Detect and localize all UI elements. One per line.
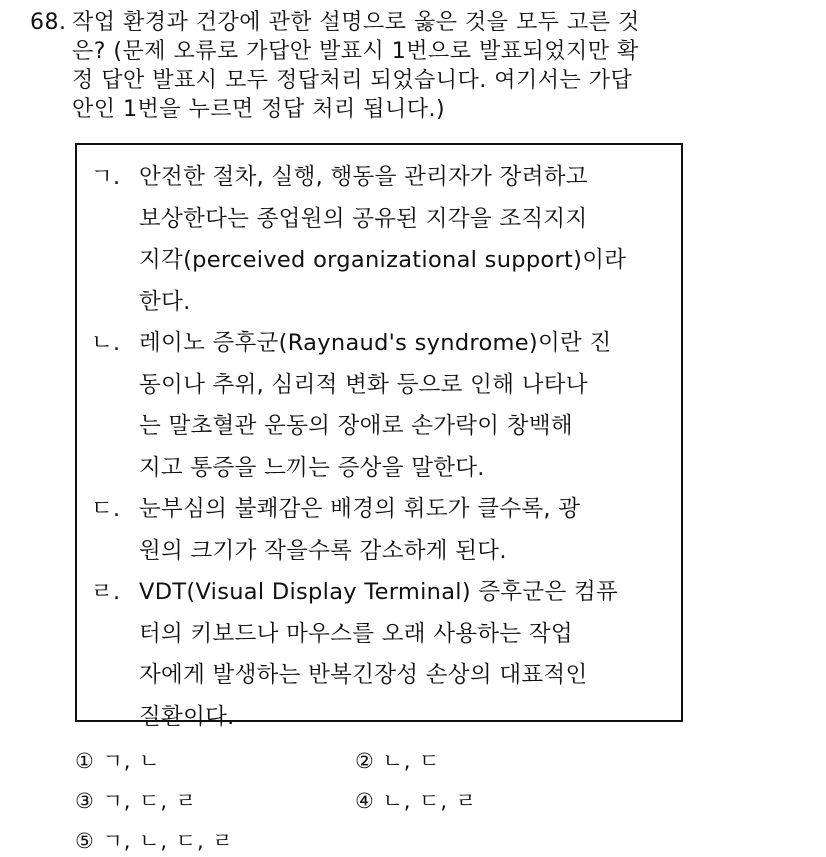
- statement-item: [91, 157, 667, 323]
- statement-marker: ㄷ.: [91, 496, 121, 522]
- statement-item: [91, 323, 667, 489]
- question-text: 작업 환경과 건강에 관한 설명으로 옳은 것을 모두 고른 것 은? (문제 오류로 가답안 발표시 1번으로 발표되었지만 확 정 답안 발표시 모두 정답처리 되었습니다. 여기서는 가답 안인 1번을 누르면 정답 처리 됩니다.): [72, 10, 640, 122]
- statement-text: 안전한 절차, 실행, 행동을 관리자가 장려하고 보상한다는 종업원의 공유된 지각을 조직지지 지각(perceived organizational support)이라 한다.: [139, 164, 627, 315]
- statement-item: [91, 572, 667, 738]
- statement-text: 레이노 증후군(Raynaud's syndrome)이란 진 동이나 추위, 심리적 변화 등으로 인해 나타나 는 말초혈관 운동의 장애로 손가락이 창백해 지고 통증을 느끼는 증상을 말한다.: [139, 330, 612, 481]
- choice-3[interactable]: ③ ㄱ, ㄷ, ㄹ: [75, 789, 198, 813]
- choice-1[interactable]: ① ㄱ, ㄴ: [75, 749, 161, 773]
- statement-marker: ㄱ.: [91, 164, 121, 190]
- choice-2[interactable]: ② ㄴ, ㄷ: [355, 749, 441, 773]
- question: [30, 8, 790, 124]
- statement-item: [91, 489, 667, 572]
- statement-text: 눈부심의 불쾌감은 배경의 휘도가 클수록, 광 원의 크기가 작을수록 감소하게 된다.: [139, 496, 581, 564]
- statement-marker: ㄹ.: [91, 579, 121, 605]
- choice-5[interactable]: ⑤ ㄱ, ㄴ, ㄷ, ㄹ: [75, 829, 234, 853]
- question-number: 68.: [30, 10, 67, 35]
- choice-4[interactable]: ④ ㄴ, ㄷ, ㄹ: [355, 789, 478, 813]
- statement-text: VDT(Visual Display Terminal) 증후군은 컴퓨 터의 키보드나 마우스를 오래 사용하는 작업 자에게 발생하는 반복긴장성 손상의 대표적인 질환이다.: [139, 579, 619, 730]
- statement-box: [75, 143, 683, 730]
- statement-marker: ㄴ.: [91, 330, 121, 356]
